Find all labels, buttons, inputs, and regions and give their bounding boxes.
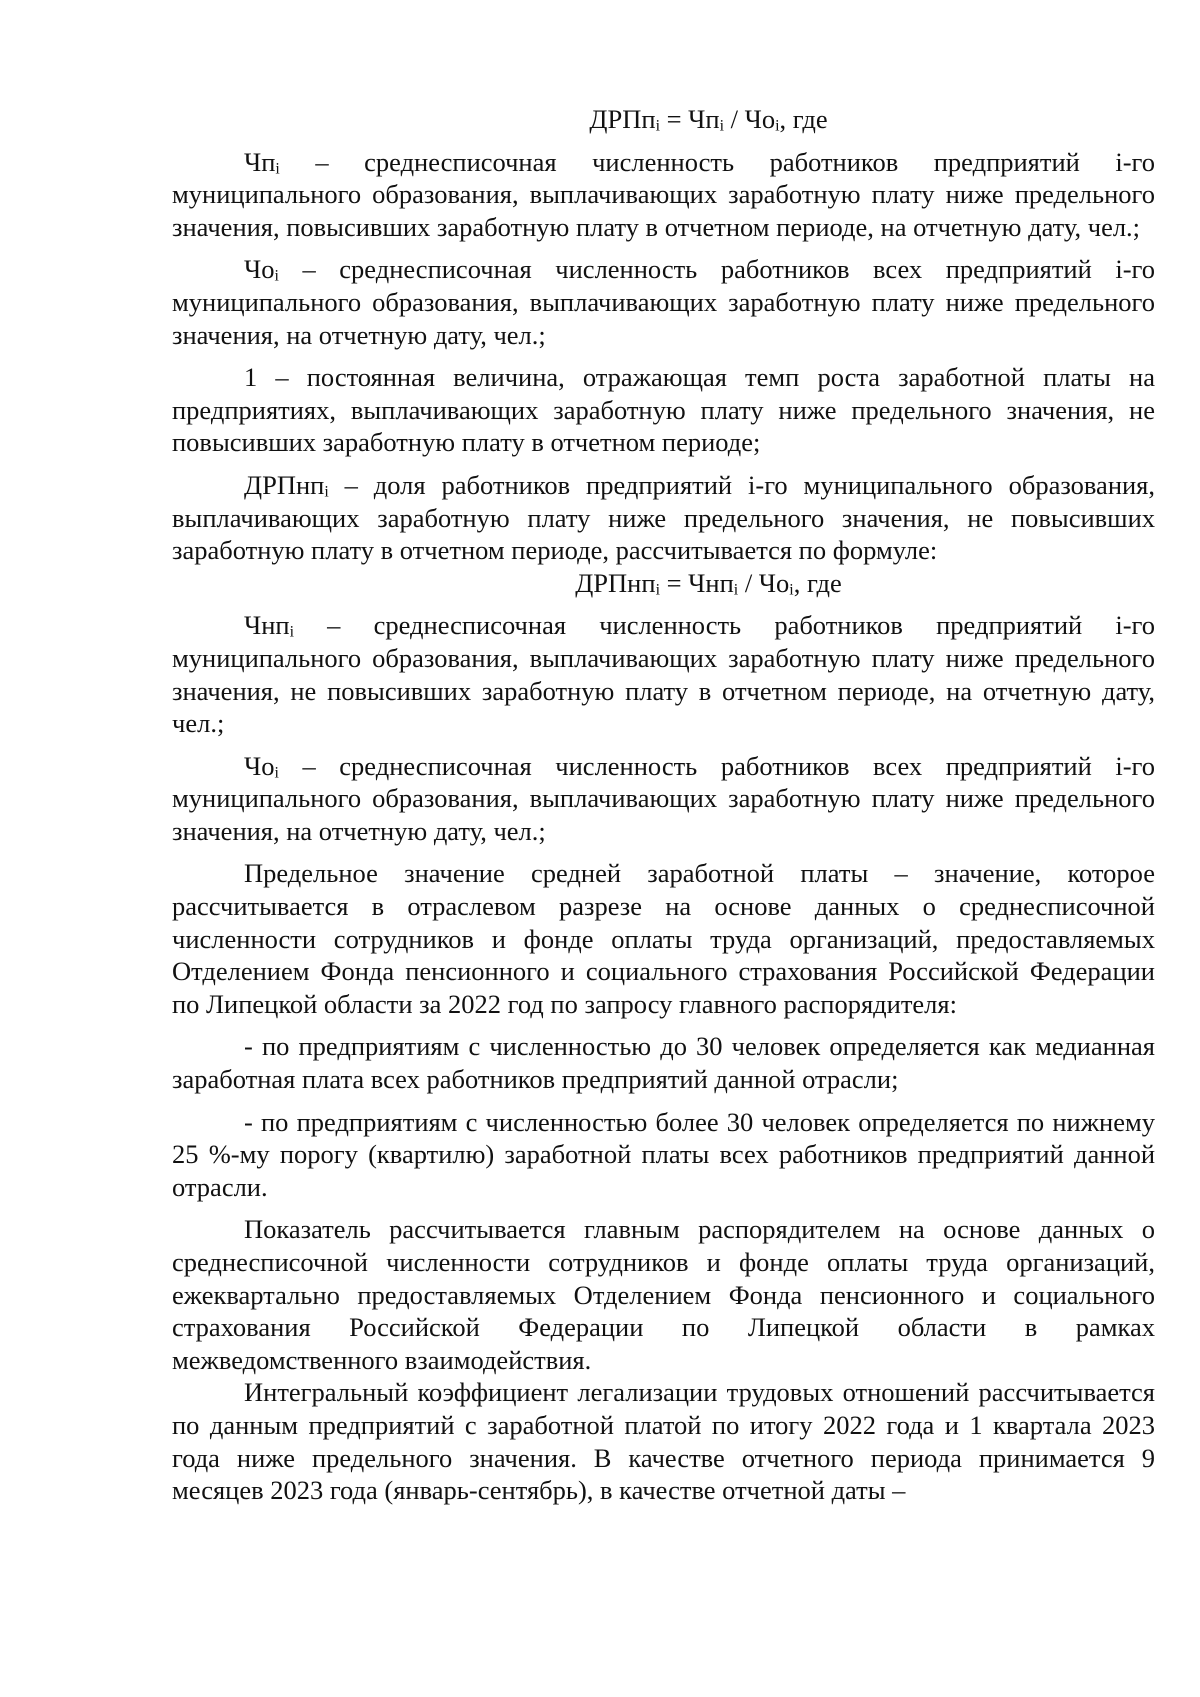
definition-cho-repeat bbox=[172, 750, 1155, 848]
definition-index: i bbox=[324, 483, 329, 501]
formula-div: / Чо bbox=[724, 104, 776, 134]
definition-cho bbox=[172, 253, 1155, 351]
document-page bbox=[172, 103, 1155, 1507]
definition-symbol: Чп bbox=[244, 146, 276, 177]
definition-index: i bbox=[275, 159, 280, 177]
definition-text: – доля работников предприятий i-го муниципального образования, выплачивающих заработную плату ниже предельного значения, не повысивших заработную плату в отчетном периоде, рассчитывается по формуле: bbox=[172, 469, 1155, 566]
definition-index: i bbox=[274, 267, 279, 285]
formula-index: i bbox=[655, 117, 660, 135]
definition-drpnp bbox=[172, 469, 1155, 567]
definition-text: – среднесписочная численность работников всех предприятий i-го муниципального образования, выплачивающих заработную плату ниже предельного значения, на отчетную дату, чел.; bbox=[172, 254, 1155, 350]
formula-index: i bbox=[775, 117, 780, 135]
definition-chp bbox=[172, 146, 1155, 244]
definition-symbol: Чо bbox=[244, 750, 275, 781]
definition-index: i bbox=[274, 764, 279, 782]
formula-drpp bbox=[172, 103, 1155, 136]
definition-symbol: Чо bbox=[244, 254, 275, 285]
bullet-over-30: - по предприятиям с численностью более 30 человек определяется по нижнему 25 %-му порогу (квартилю) заработной платы всех работников предприятий данной отрасли. bbox=[172, 1106, 1155, 1202]
formula-index: i bbox=[789, 581, 794, 599]
formula-index: i bbox=[655, 581, 660, 599]
definition-text: – среднесписочная численность работников предприятий i-го муниципального образования, выплачивающих заработную плату ниже предельного значения, повысивших заработную плату в отчетном периоде, на отчетную дату, чел.; bbox=[172, 146, 1155, 242]
bullet-up-to-30: - по предприятиям с численностью до 30 человек определяется как медианная заработная плата всех работников предприятий данной отрасли; bbox=[172, 1031, 1155, 1095]
formula-div: / Чо bbox=[738, 567, 790, 598]
definition-text: – среднесписочная численность работников всех предприятий i-го муниципального образования, выплачивающих заработную плату ниже предельного значения, на отчетную дату, чел.; bbox=[172, 750, 1155, 846]
definition-chnp bbox=[172, 609, 1155, 739]
formula-lhs: ДРПп bbox=[589, 104, 656, 134]
formula-index: i bbox=[733, 581, 739, 599]
formula-lhs: ДРПнп bbox=[575, 567, 656, 598]
definition-symbol: ДРПнп bbox=[244, 469, 325, 500]
paragraph-indicator-source: Показатель рассчитывается главным распорядителем на основе данных о среднесписочной численности сотрудников и фонде оплаты труда организаций, ежеквартально предоставляемых Отделением Фонда пенсионного и социального страхования Российской Федерации по Липецкой области в рамках межведомственного взаимодействия. bbox=[172, 1214, 1155, 1375]
paragraph-integral-coefficient: Интегральный коэффициент легализации трудовых отношений рассчитывается по данным предприятий с заработной платой по итогу 2022 года и 1 квартала 2023 года ниже предельного значения. В качестве отчетного периода принимается 9 месяцев 2023 года (январь-сентябрь), в качестве отчетной даты – bbox=[172, 1377, 1155, 1506]
formula-tail: , где bbox=[793, 567, 842, 598]
definition-symbol: Чнп bbox=[244, 610, 290, 641]
formula-tail: , где bbox=[779, 104, 828, 134]
definition-constant: 1 – постоянная величина, отражающая темп роста заработной платы на предприятиях, выплачивающих заработную плату ниже предельного значения, не повысивших заработную плату в отчетном периоде; bbox=[172, 362, 1155, 458]
definition-text: – среднесписочная численность работников предприятий i-го муниципального образования, выплачивающих заработную плату ниже предельного значения, не повысивших заработную плату в отчетном периоде, на отчетную дату, чел.; bbox=[172, 610, 1155, 739]
formula-eq: = Чп bbox=[659, 104, 720, 134]
paragraph-limit-value: Предельное значение средней заработной платы – значение, которое рассчитывается в отраслевом разрезе на основе данных о среднесписочной численности сотрудников и фонде оплаты труда организаций, предоставляемых Отделением Фонда пенсионного и социального страхования Российской Федерации по Липецкой области за 2022 год по запросу главного распорядителя: bbox=[172, 858, 1155, 1019]
formula-eq: = Чнп bbox=[659, 567, 734, 598]
definition-index: i bbox=[289, 623, 295, 641]
formula-drpnp bbox=[172, 567, 1155, 600]
formula-index: i bbox=[719, 117, 725, 135]
